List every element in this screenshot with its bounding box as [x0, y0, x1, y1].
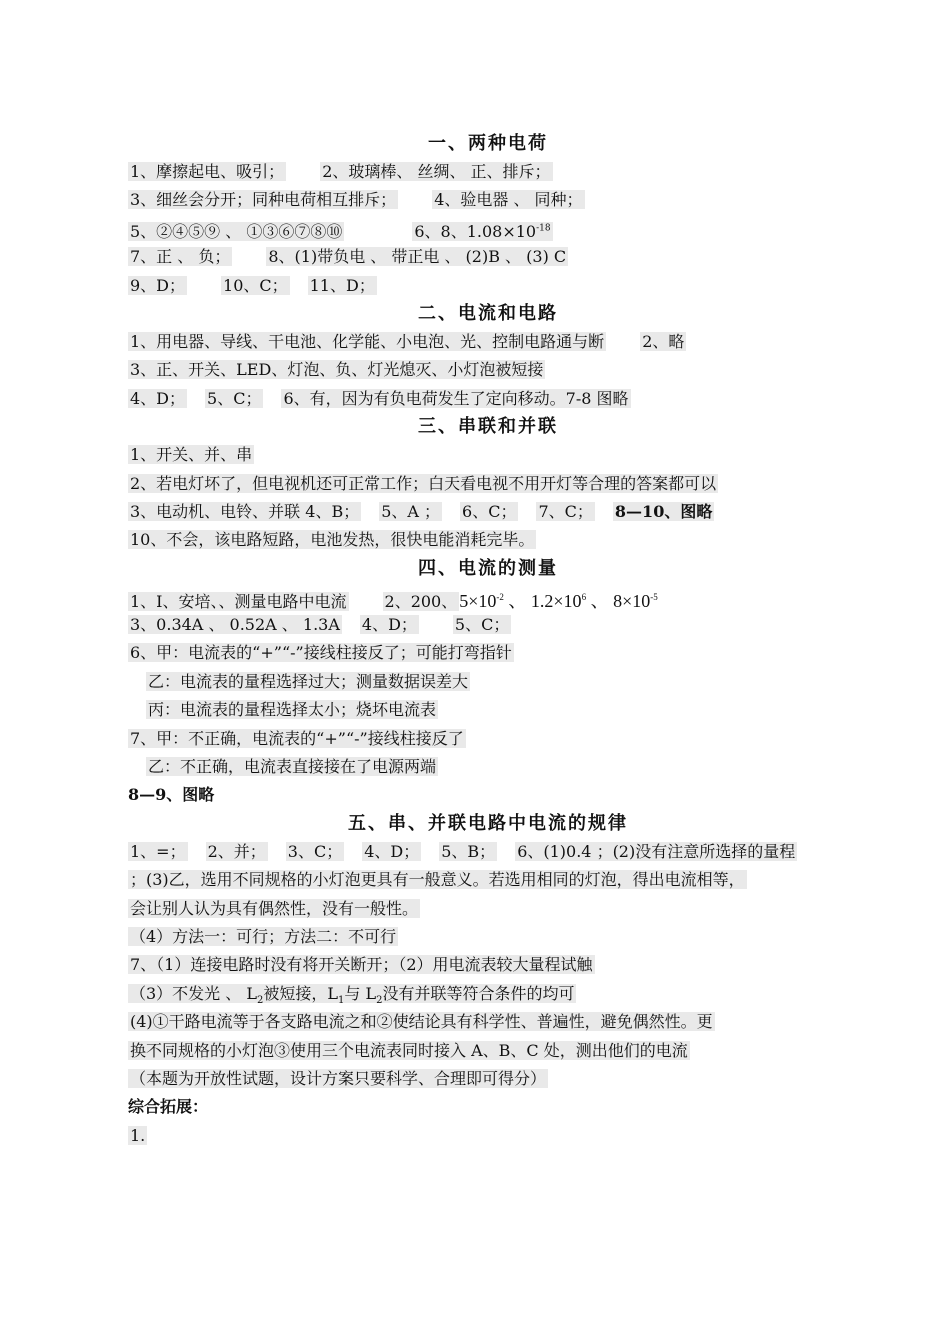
- answer-line: 1、开关、并、串: [130, 445, 253, 465]
- section-title-charges: 一、两种电荷: [428, 133, 548, 154]
- exponent: -18: [536, 223, 551, 234]
- answer-line: （4）方法一：可行；方法二：不可行: [130, 926, 397, 946]
- answer-line: 4、D； 5、C； 6、有，因为有负电荷发生了定向移动。7-8 图略: [130, 388, 629, 408]
- answer-line: 1、I、安培、、测量电路中电流 2、200、 $5\times 10^{-2}$ 、 $1.2\times 10^6$ 、 $8\times 10^{-5}$: [130, 590, 658, 611]
- answer-line: 1、摩擦起电、吸引； 2、玻璃棒、 丝绸、 正、排斥；: [130, 162, 551, 181]
- answer-line: (4)①干路电流等于各支路电流之和②使结论具有科学性、普遍性，避免偶然性。更: [130, 1012, 713, 1032]
- section-title-current-rules: 五、串、并联电路中电流的规律: [348, 812, 628, 834]
- answer-line: 8—9、图略: [128, 785, 215, 805]
- answer-line: 1、用电器、导线、干电池、化学能、小电泡、光、控制电路通与断 2、略: [130, 331, 685, 351]
- section-title-measurement: 四、电流的测量: [418, 557, 558, 579]
- answer-line: 9、D； 10、C； 11、D；: [130, 275, 375, 295]
- answer-line: 3、正、开关、LED、灯泡、负、灯光熄灭、小灯泡被短接: [130, 360, 544, 380]
- answer-line: 3、细丝会分开；同种电荷相互排斥； 4、验电器 、 同种；: [130, 190, 583, 210]
- section-title-series-parallel: 三、串联和并联: [418, 416, 558, 438]
- extension-item: 1.: [130, 1125, 146, 1145]
- answer-line: 6、甲：电流表的“+”“-”接线柱接反了；可能打弯指针: [130, 643, 512, 663]
- math-expression: $5\times 10^{-2}$ 、 $1.2\times 10^6$ 、 $8\times 10^{-5}$: [459, 590, 658, 611]
- answer-line: 7、正 、 负； 8、(1)带负电 、 带正电 、 (2)B 、 (3) C: [130, 247, 567, 267]
- answer-line: （3）不发光 、 $L_2$被短接，$L_1$与 $L_2$没有并联等符合条件的均可: [130, 983, 575, 1006]
- answer-line: 7、甲：不正确，电流表的“+”“-”接线柱接反了: [130, 728, 464, 748]
- answer-document: [128, 130, 848, 1150]
- answer-line: ；(3)乙，选用不同规格的小灯泡更具有一般意义。若选用相同的灯泡，得出电流相等，: [130, 870, 745, 890]
- answer-line: 3、电动机、电铃、并联 4、B； 5、A ； 6、C； 7、C； 8—10、图略: [130, 501, 713, 521]
- answer-line: 换不同规格的小灯泡③使用三个电流表同时接入 A、B、C 处，测出他们的电流: [130, 1040, 688, 1060]
- answer-line: 1、=； 2、并； 3、C； 4、D； 5、B； 6、(1)0.4 ；(2)没有注意所选择的量程: [130, 841, 796, 861]
- answer-line: 会让别人认为具有偶然性，没有一般性。: [130, 898, 419, 918]
- section-title-circuit: 二、电流和电路: [418, 302, 558, 324]
- answer-line: 2、若电灯坏了，但电视机还可正常工作；白天看电视不用开灯等合理的答案都可以: [130, 473, 717, 493]
- answer-line: （本题为开放性试题，设计方案只要科学、合理即可得分）: [130, 1068, 547, 1088]
- extension-title: 综合拓展：: [128, 1097, 209, 1117]
- answer-line: 丙：电流表的量程选择太小；烧坏电流表: [148, 700, 437, 720]
- answer-line: 乙：不正确，电流表直接接在了电源两端: [148, 757, 437, 777]
- answer-line: 乙：电流表的量程选择过大；测量数据误差大: [148, 671, 469, 691]
- answer-line: 5、②④⑤⑨ 、 ①③⑥⑦⑧⑩ 6、8、$1.08\times 10^{-18}$: [130, 222, 551, 242]
- answer-line: 7、（1）连接电路时没有将开关断开；（2）用电流表较大量程试触: [130, 955, 593, 975]
- answer-line: 10、不会，该电路短路，电池发热，很快电能消耗完毕。: [130, 530, 535, 550]
- answer-line: 3、0.34A 、 0.52A 、 1.3A 4、D； 5、C；: [130, 615, 510, 635]
